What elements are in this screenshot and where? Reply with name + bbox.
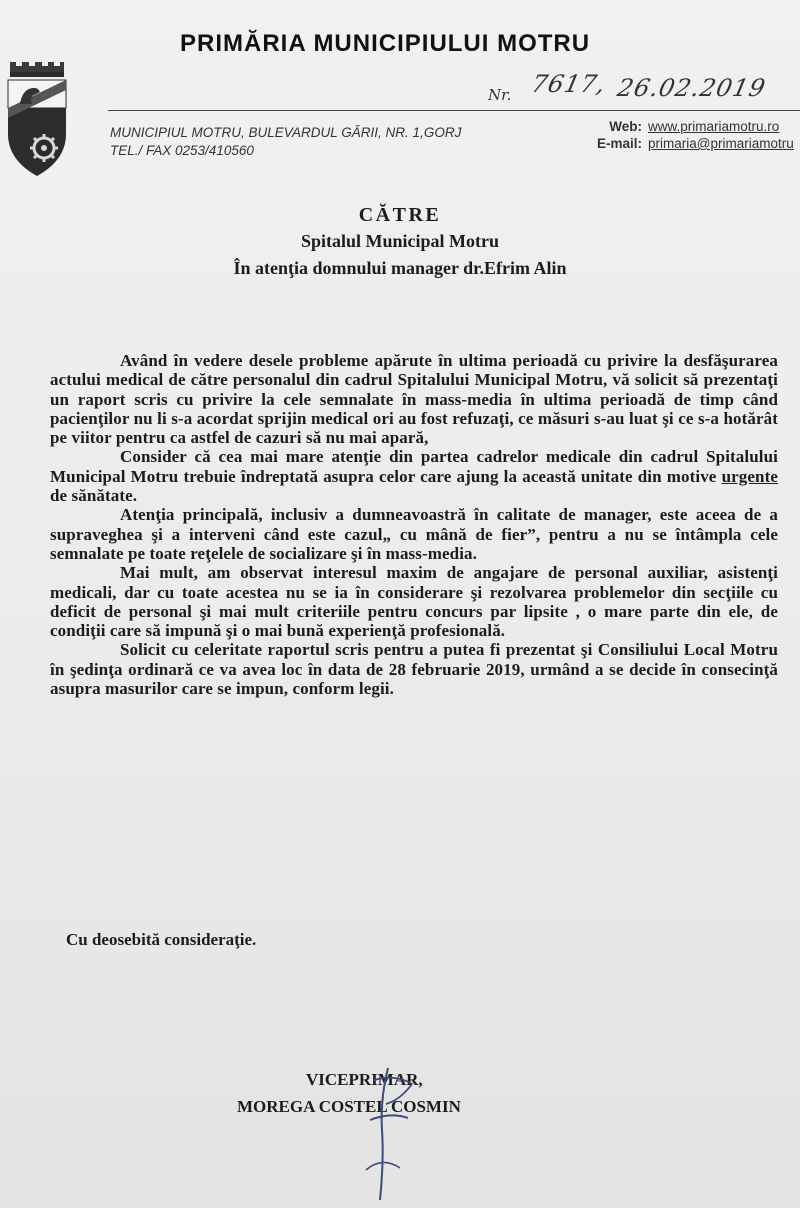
contact-block <box>590 118 794 152</box>
registration-nr-label: Nr. <box>488 86 512 104</box>
registration-date: 26.02.2019 <box>615 74 769 102</box>
registration-stamp <box>488 66 798 106</box>
to-heading: CĂTRE <box>358 204 442 226</box>
closing-formula: Cu deosebită consideraţie. <box>66 930 257 949</box>
email-label: E-mail: <box>596 136 642 151</box>
address-block <box>110 124 461 160</box>
body-paragraph <box>50 447 778 505</box>
phone-line: TEL./ FAX 0253/410560 <box>110 143 254 158</box>
signatory-name: MOREGA COSTEL COSMIN <box>237 1097 461 1116</box>
web-link[interactable]: www.primariamotru.ro <box>648 119 780 134</box>
body-paragraph: Mai mult, am observat interesul maxim de angajare de personal auxiliar, asistenţi medicali, dar cu toate acestea nu se ia în considerare şi rezolvarea problemelor din secţiile cu deficit de personal şi mai mult criteriile pentru concurs par lipsite , o mare parte din ele, de condiţii care să impună şi o mai bună experienţă profesională. <box>50 563 778 641</box>
body-paragraph: Solicit cu celeritate raportul scris pentru a putea fi prezentat şi Consiliului Local Motru în şedinţa ordinară ce va avea loc în data de 28 februarie 2019, urmând a se decide în consecinţă asupra masurilor care se impun, conform legii. <box>50 640 778 699</box>
web-label: Web: <box>609 119 642 134</box>
body-text-span: Consider că cea mai mare atenţie din partea cadrelor medicale din cadrul Spitalului Municipal Motru trebuie îndreptată asupra celor care ajung la această unitate din motive <box>50 447 778 486</box>
body-text-span: de sănătate. <box>50 486 138 506</box>
body-paragraph: Atenţia principală, inclusiv a dumneavoastră în calitate de manager, este aceea de a supraveghea şi a interveni când este cazul„ cu mână de fier”, pentru a nu se întâmpla cele semnalate pe toate reţelele de socializare şi în mass-media. <box>50 505 778 563</box>
registration-number: 7617, <box>529 70 609 98</box>
signatory-role: VICEPRIMAR, <box>306 1070 423 1089</box>
institution-title: PRIMĂRIA MUNICIPIULUI MOTRU <box>180 30 591 57</box>
handwritten-signature-icon <box>330 1060 440 1208</box>
letter-body <box>50 351 778 698</box>
coat-of-arms-icon <box>2 60 72 178</box>
address-line: MUNICIPIUL MOTRU, BULEVARDUL GĂRII, NR. 1,GORJ <box>110 125 462 140</box>
underlined-word: urgente <box>721 466 778 486</box>
recipient-institution: Spitalul Municipal Motru <box>300 231 500 251</box>
email-link[interactable]: primaria@primariamotru <box>648 136 794 151</box>
recipient-attention: În atenţia domnului manager dr.Efrim Alin <box>233 258 567 278</box>
header-divider <box>108 110 800 111</box>
body-paragraph: Având în vedere desele probleme apărute în ultima perioadă cu privire la desfăşurarea actului medical de către personalul din cadrul Spitalului Municipal Motru, vă solicit să prezentaţi un raport scris cu privire la cele semnalate în mass-media în ultima perioadă de timp când pacienţilor nu li s-a acordat sprijin medical ori au fost refuzaţi, ce măsuri s-au luat şi ce s-a hotărât pe viitor pentru ca astfel de cazuri să nu mai apară, <box>50 351 778 448</box>
